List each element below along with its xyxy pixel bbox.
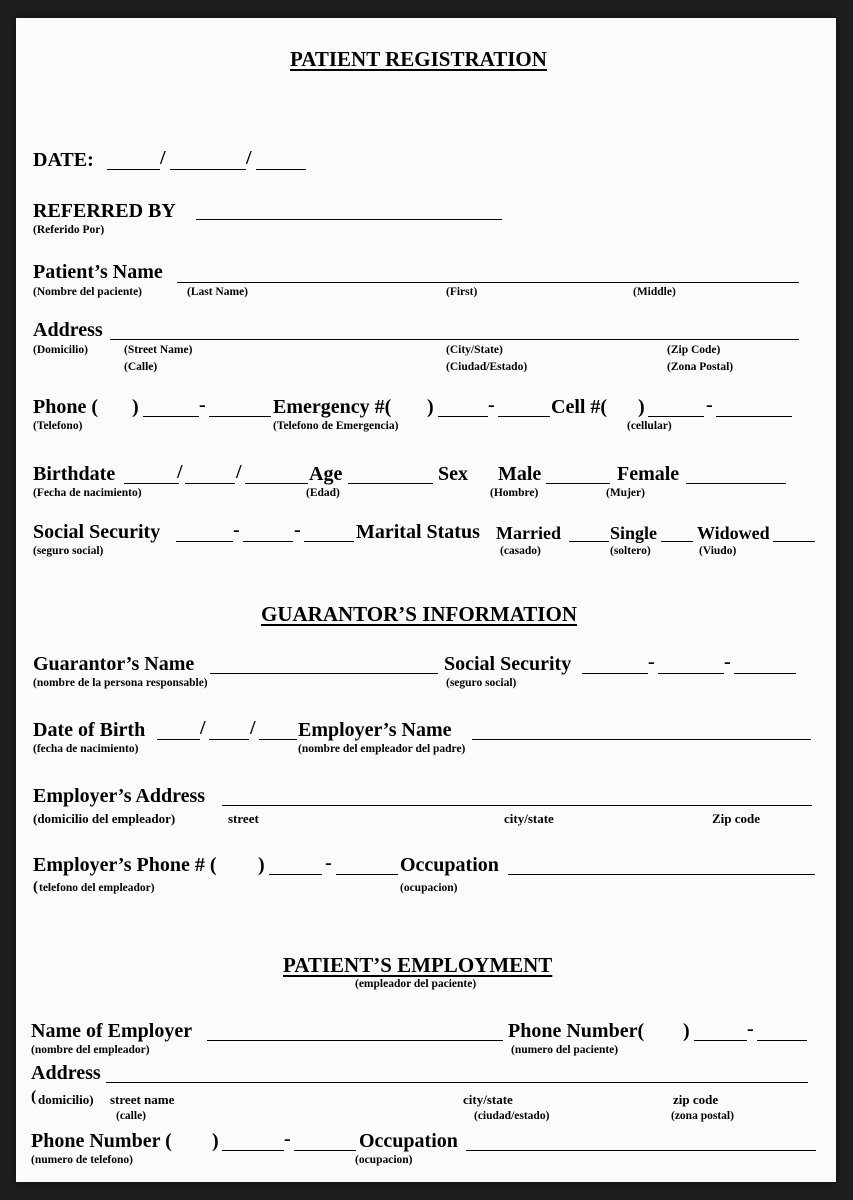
guarantor-dob-sublabel: (fecha de nacimiento) bbox=[33, 743, 139, 755]
ss-label: Social Security bbox=[33, 521, 161, 543]
guarantor-dob-separator: / bbox=[250, 717, 256, 739]
emergency-paren: ) bbox=[427, 396, 434, 418]
zip-caption: (Zip Code) bbox=[667, 344, 721, 356]
employer-name-sublabel: (nombre del empleador) bbox=[31, 1044, 150, 1056]
employment-address-label: Address bbox=[31, 1062, 101, 1084]
guarantor-dob-year-field[interactable] bbox=[259, 739, 297, 740]
ss-part2-field[interactable] bbox=[243, 541, 293, 542]
cell-label: Cell #( bbox=[551, 396, 608, 418]
guarantor-ss-dash: - bbox=[724, 651, 731, 673]
birth-year-field[interactable] bbox=[245, 483, 308, 484]
sex-label: Sex bbox=[438, 463, 468, 485]
birth-separator: / bbox=[177, 461, 183, 483]
phone-number-field[interactable] bbox=[209, 416, 271, 417]
employment-phone-paren: ) bbox=[683, 1020, 690, 1042]
employment-heading: PATIENT’S EMPLOYMENT bbox=[283, 953, 553, 977]
birth-separator: / bbox=[236, 461, 242, 483]
guarantor-employer-sublabel: (nombre del empleador del padre) bbox=[298, 743, 466, 755]
last-name-caption: (Last Name) bbox=[187, 286, 248, 298]
employer-name-field[interactable] bbox=[207, 1040, 503, 1041]
employment-phone-sublabel: (numero del paciente) bbox=[511, 1044, 619, 1056]
city-caption: (City/State) bbox=[446, 344, 503, 356]
employment-occupation-label: Occupation bbox=[359, 1130, 458, 1152]
employment-phone-dash: - bbox=[747, 1018, 754, 1040]
guarantor-ss-part3-field[interactable] bbox=[734, 673, 796, 674]
age-label: Age bbox=[309, 463, 343, 485]
guarantor-ss-dash: - bbox=[648, 651, 655, 673]
address-field[interactable] bbox=[110, 339, 799, 340]
calle-caption: (Calle) bbox=[124, 361, 158, 373]
referred-by-sublabel: (Referido Por) bbox=[33, 224, 105, 236]
date-year-field[interactable] bbox=[256, 169, 306, 170]
age-field[interactable] bbox=[348, 483, 433, 484]
emergency-number-field[interactable] bbox=[498, 416, 550, 417]
cell-paren: ) bbox=[638, 396, 645, 418]
male-sublabel: (Hombre) bbox=[490, 487, 539, 499]
married-field[interactable] bbox=[569, 541, 609, 542]
guarantor-dob-day-field[interactable] bbox=[209, 739, 249, 740]
referred-by-label: REFERRED BY bbox=[33, 200, 176, 222]
employment-heading-sublabel: (empleador del paciente) bbox=[355, 978, 477, 990]
ciudad-caption: (Ciudad/Estado) bbox=[446, 361, 528, 373]
employment-occupation-sublabel: (ocupacion) bbox=[355, 1154, 413, 1166]
employment-address-sublabel: domicilio) bbox=[38, 1092, 94, 1107]
employer-phone-dash: - bbox=[325, 852, 332, 874]
employment-address-field[interactable] bbox=[106, 1082, 808, 1083]
guarantor-ss-label: Social Security bbox=[444, 653, 572, 675]
guarantor-employer-field[interactable] bbox=[472, 739, 811, 740]
employment-phone2-sublabel: (numero de telefono) bbox=[31, 1154, 133, 1166]
address-label: Address bbox=[33, 319, 103, 341]
employer-address-label: Employer’s Address bbox=[33, 785, 206, 807]
guarantor-ss-part1-field[interactable] bbox=[582, 673, 648, 674]
guarantor-ss-part2-field[interactable] bbox=[658, 673, 724, 674]
employer-address-sublabel: (domicilio del empleador) bbox=[33, 811, 176, 826]
phone-paren: ) bbox=[132, 396, 139, 418]
single-field[interactable] bbox=[661, 541, 693, 542]
widowed-label: Widowed bbox=[697, 523, 770, 543]
street-caption: (Street Name) bbox=[124, 344, 193, 356]
cell-dash: - bbox=[706, 394, 713, 416]
employer-address-field[interactable] bbox=[222, 805, 812, 806]
employer-phone-sublabel: telefono del empleador) bbox=[39, 882, 155, 894]
female-field[interactable] bbox=[686, 483, 786, 484]
employment-phone2-number-field[interactable] bbox=[294, 1150, 356, 1151]
single-label: Single bbox=[610, 523, 658, 543]
zona-caption: (Zona Postal) bbox=[667, 361, 734, 373]
guarantor-name-label: Guarantor’s Name bbox=[33, 653, 195, 675]
referred-by-field[interactable] bbox=[196, 219, 502, 220]
phone-dash: - bbox=[199, 394, 206, 416]
ss-dash: - bbox=[233, 519, 240, 541]
employer-phone-prefix-field[interactable] bbox=[269, 874, 322, 875]
guarantor-occupation-label: Occupation bbox=[400, 854, 499, 876]
cell-number-field[interactable] bbox=[716, 416, 792, 417]
ss-dash: - bbox=[294, 519, 301, 541]
guarantor-dob-month-field[interactable] bbox=[157, 739, 200, 740]
emergency-label: Emergency #( bbox=[273, 396, 392, 418]
phone-prefix-field[interactable] bbox=[143, 416, 199, 417]
employer-phone-label: Employer’s Phone # ( bbox=[33, 854, 217, 876]
middle-name-caption: (Middle) bbox=[633, 286, 676, 298]
phone-label: Phone ( bbox=[33, 396, 98, 418]
employment-phone-prefix-field[interactable] bbox=[694, 1040, 747, 1041]
female-label: Female bbox=[617, 463, 680, 485]
age-sublabel: (Edad) bbox=[306, 487, 340, 499]
employer-phone-number-field[interactable] bbox=[336, 874, 398, 875]
guarantor-heading: GUARANTOR’S INFORMATION bbox=[261, 602, 577, 626]
employment-zip-caption: zip code bbox=[673, 1092, 719, 1107]
widowed-sublabel: (Viudo) bbox=[699, 545, 737, 557]
marital-status-label: Marital Status bbox=[356, 521, 480, 543]
address-sublabel: (Domicilio) bbox=[33, 344, 88, 356]
married-label: Married bbox=[496, 523, 561, 543]
patient-name-field[interactable] bbox=[177, 282, 799, 283]
single-sublabel: (soltero) bbox=[610, 545, 651, 557]
guarantor-ss-sublabel: (seguro social) bbox=[446, 677, 517, 689]
employment-phone-number-field[interactable] bbox=[757, 1040, 807, 1041]
cell-prefix-field[interactable] bbox=[648, 416, 704, 417]
employment-calle-caption: (calle) bbox=[116, 1110, 147, 1122]
guarantor-dob-separator: / bbox=[200, 717, 206, 739]
date-month-field[interactable] bbox=[107, 169, 160, 170]
birth-day-field[interactable] bbox=[185, 483, 235, 484]
employer-city-caption: city/state bbox=[504, 811, 554, 826]
ss-part1-field[interactable] bbox=[176, 541, 233, 542]
employer-name-label: Name of Employer bbox=[31, 1020, 193, 1042]
birth-month-field[interactable] bbox=[124, 483, 179, 484]
patient-name-sublabel: (Nombre del paciente) bbox=[33, 286, 143, 298]
male-field[interactable] bbox=[546, 483, 610, 484]
ss-sublabel: (seguro social) bbox=[33, 545, 104, 557]
employment-phone2-prefix-field[interactable] bbox=[222, 1150, 284, 1151]
date-separator: / bbox=[246, 147, 252, 169]
guarantor-name-field[interactable] bbox=[210, 673, 438, 674]
male-label: Male bbox=[498, 463, 542, 485]
ss-part3-field[interactable] bbox=[304, 541, 354, 542]
employment-occupation-field[interactable] bbox=[466, 1150, 816, 1151]
date-label: DATE: bbox=[33, 149, 94, 171]
guarantor-dob-label: Date of Birth bbox=[33, 719, 146, 741]
guarantor-occupation-sublabel: (ocupacion) bbox=[400, 882, 458, 894]
employer-phone-paren: ) bbox=[258, 854, 265, 876]
birthdate-sublabel: (Fecha de nacimiento) bbox=[33, 487, 142, 499]
employment-phone2-paren: ) bbox=[212, 1130, 219, 1152]
employment-zona-caption: (zona postal) bbox=[671, 1110, 734, 1122]
employer-street-caption: street bbox=[228, 811, 259, 826]
emergency-prefix-field[interactable] bbox=[438, 416, 488, 417]
employment-address-paren: ( bbox=[31, 1088, 37, 1105]
date-day-field[interactable] bbox=[170, 169, 246, 170]
birthdate-label: Birthdate bbox=[33, 463, 116, 485]
emergency-sublabel: (Telefono de Emergencia) bbox=[273, 420, 399, 432]
employment-street-caption: street name bbox=[110, 1092, 175, 1107]
guarantor-occupation-field[interactable] bbox=[508, 874, 815, 875]
emergency-dash: - bbox=[488, 394, 495, 416]
married-sublabel: (casado) bbox=[500, 545, 541, 557]
employment-phone2-label: Phone Number ( bbox=[31, 1130, 172, 1152]
form-title: PATIENT REGISTRATION bbox=[290, 47, 547, 71]
first-name-caption: (First) bbox=[446, 286, 478, 298]
guarantor-employer-label: Employer’s Name bbox=[298, 719, 452, 741]
employer-phone-paren-open: ( bbox=[33, 879, 38, 895]
employer-zip-caption: Zip code bbox=[712, 811, 761, 826]
widowed-field[interactable] bbox=[773, 541, 815, 542]
employment-ciudad-caption: (ciudad/estado) bbox=[474, 1110, 550, 1122]
phone-sublabel: (Telefono) bbox=[33, 420, 83, 432]
registration-form bbox=[16, 18, 836, 1182]
patient-name-label: Patient’s Name bbox=[33, 261, 163, 283]
cell-sublabel: (cellular) bbox=[627, 420, 672, 432]
employment-phone2-dash: - bbox=[284, 1128, 291, 1150]
date-separator: / bbox=[160, 147, 166, 169]
female-sublabel: (Mujer) bbox=[606, 487, 645, 499]
employment-phone-label: Phone Number( bbox=[508, 1020, 645, 1042]
employment-city-caption: city/state bbox=[463, 1092, 513, 1107]
guarantor-name-sublabel: (nombre de la persona responsable) bbox=[33, 677, 208, 689]
